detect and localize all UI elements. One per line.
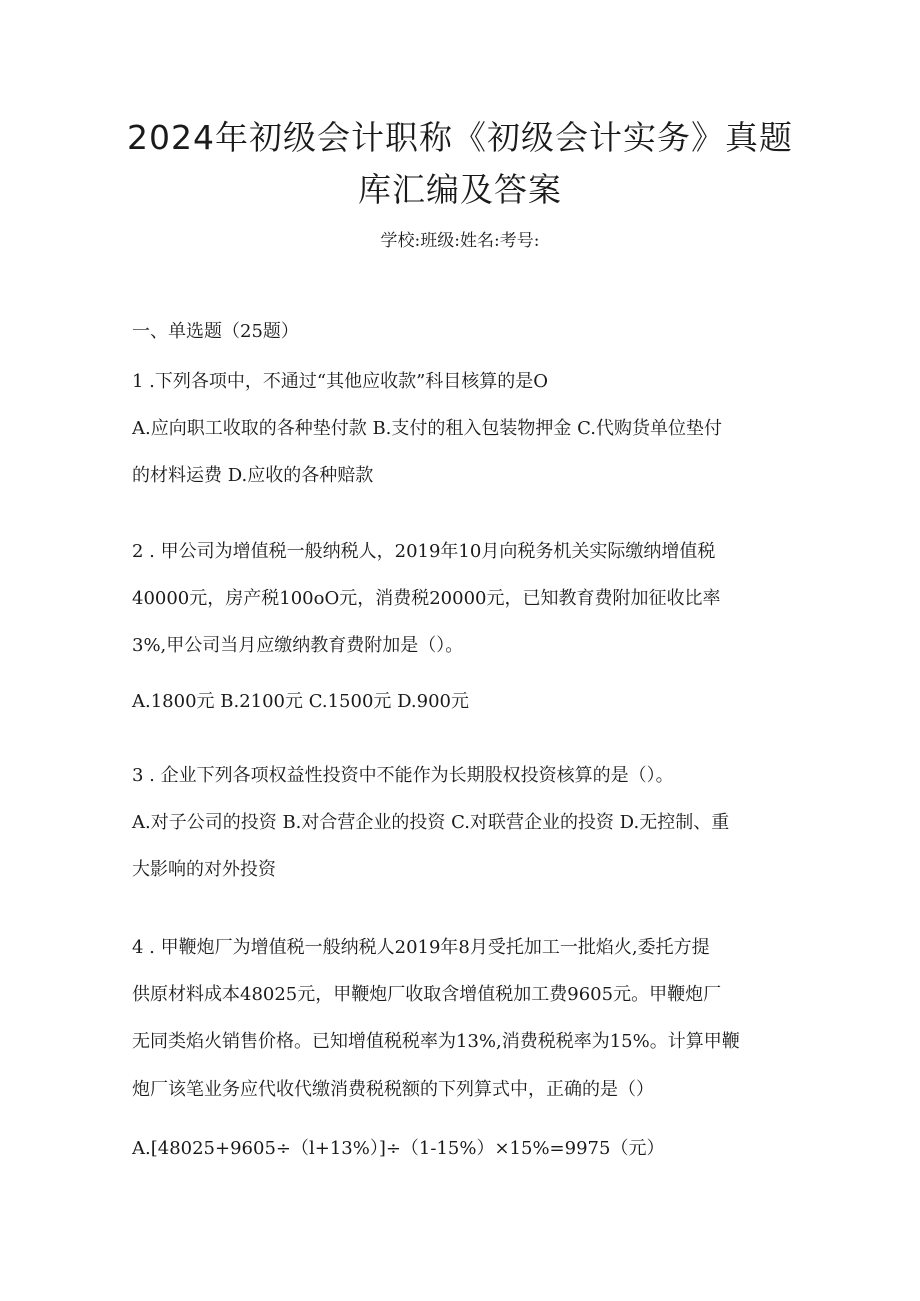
question-4-options: A.[48025+9605÷（l+13%）]÷（1-15%）×15%=9975（元） [132,1138,665,1159]
question-1-options: 的材料运费 D.应收的各种赔款 [132,465,374,486]
question-2-stem: 3%,甲公司当月应缴纳教育费附加是（）。 [132,635,464,656]
document-title-line-2: 库汇编及答案 [358,170,562,209]
question-2-stem: 40000元，房产税100oO元，消费税20000元，已知教育费附加征收比率 [132,588,721,609]
question-4-stem: 炮厂该笔业务应代收代缴消费税税额的下列算式中，正确的是（） [132,1079,654,1100]
question-2-stem: 2 . 甲公司为增值税一般纳税人，2019年10月向税务机关实际缴纳增值税 [132,541,716,562]
document-title-line-1: 2024年初级会计职称《初级会计实务》真题 [127,118,793,157]
question-3-options: A.对子公司的投资 B.对合营企业的投资 C.对联营企业的投资 D.无控制、重 [132,812,730,833]
question-1-stem: 1 .下列各项中，不通过“其他应收款”科目核算的是O [132,371,549,392]
question-3-options: 大影响的对外投资 [132,859,276,880]
question-4-stem: 供原材料成本48025元，甲鞭炮厂收取含增值税加工费9605元。甲鞭炮厂 [132,984,722,1005]
section-heading: 一、单选题（25题） [132,321,299,342]
question-4-stem: 4 . 甲鞭炮厂为增值税一般纳税人2019年8月受托加工一批焰火,委托方提 [132,937,710,958]
question-3-stem: 3 . 企业下列各项权益性投资中不能作为长期股权投资核算的是（）。 [132,765,674,786]
question-1-options: A.应向职工收取的各种垫付款 B.支付的租入包装物押金 C.代购货单位垫付 [132,418,722,439]
question-4-stem: 无同类焰火销售价格。已知增值税税率为13%,消费税税率为15%。计算甲鞭 [132,1031,740,1052]
student-info-line: 学校:班级:姓名:考号: [380,231,540,251]
question-2-options: A.1800元 B.2100元 C.1500元 D.900元 [132,691,469,712]
